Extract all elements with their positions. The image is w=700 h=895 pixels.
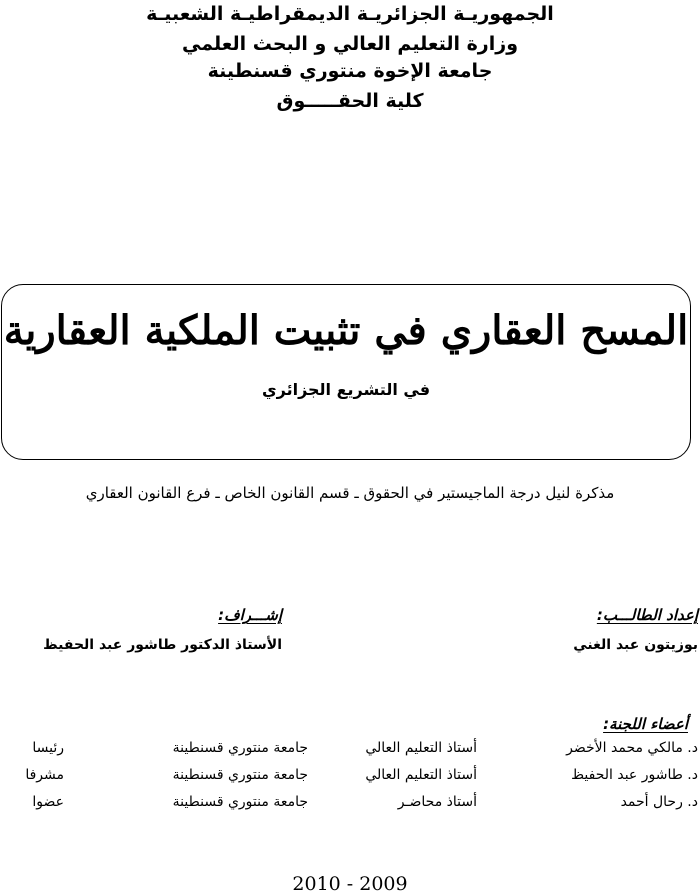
main-title: المسح العقاري في تثبيت الملكية العقارية bbox=[3, 307, 689, 354]
committee-row bbox=[0, 740, 700, 762]
memo-description: مذكرة لنيل درجة الماجيستير في الحقوق ـ قسم القانون الخاص ـ فرع القانون العقاري bbox=[85, 484, 615, 502]
committee-row bbox=[0, 794, 700, 816]
title-box bbox=[1, 284, 691, 460]
prepared-label: إعداد الطالـــب: bbox=[596, 606, 698, 624]
sub-title: في التشريع الجزائري bbox=[261, 380, 431, 399]
member-name: د. رحال أحمد bbox=[620, 794, 698, 810]
student-name: بوزيتون عبد الغني bbox=[573, 637, 698, 653]
member-rank: أستاذ التعليم العالي bbox=[365, 740, 477, 756]
header-faculty: كلية الحقـــــوق bbox=[276, 90, 424, 112]
header-university: جامعة الإخوة منتوري قسنطينة bbox=[207, 60, 493, 82]
supervisor-name: الأستاذ الدكتور طاشور عبد الحفيظ bbox=[43, 637, 282, 653]
member-role: رئيسا bbox=[32, 740, 64, 756]
supervision-label: إشـــراف: bbox=[218, 606, 282, 624]
member-rank: أستاذ التعليم العالي bbox=[365, 767, 477, 783]
committee-label: أعضاء اللجنة: bbox=[603, 715, 688, 733]
member-university: جامعة منتوري قسنطينة bbox=[172, 740, 308, 756]
header-ministry: وزارة التعليم العالي و البحث العلمي bbox=[182, 33, 518, 55]
member-name: د. طاشور عبد الحفيظ bbox=[571, 767, 698, 783]
member-rank: أستاذ محاضـر bbox=[397, 794, 477, 810]
header-republic: الجمهوريـة الجزائريـة الديمقراطيـة الشعبيـة bbox=[146, 3, 554, 25]
committee-row bbox=[0, 767, 700, 789]
academic-year: 2010 - 2009 bbox=[292, 873, 408, 895]
member-university: جامعة منتوري قسنطينة bbox=[172, 794, 308, 810]
member-role: عضوا bbox=[32, 794, 64, 810]
member-role: مشرفا bbox=[25, 767, 64, 783]
member-name: د. مالكي محمد الأخضر bbox=[566, 740, 698, 756]
member-university: جامعة منتوري قسنطينة bbox=[172, 767, 308, 783]
